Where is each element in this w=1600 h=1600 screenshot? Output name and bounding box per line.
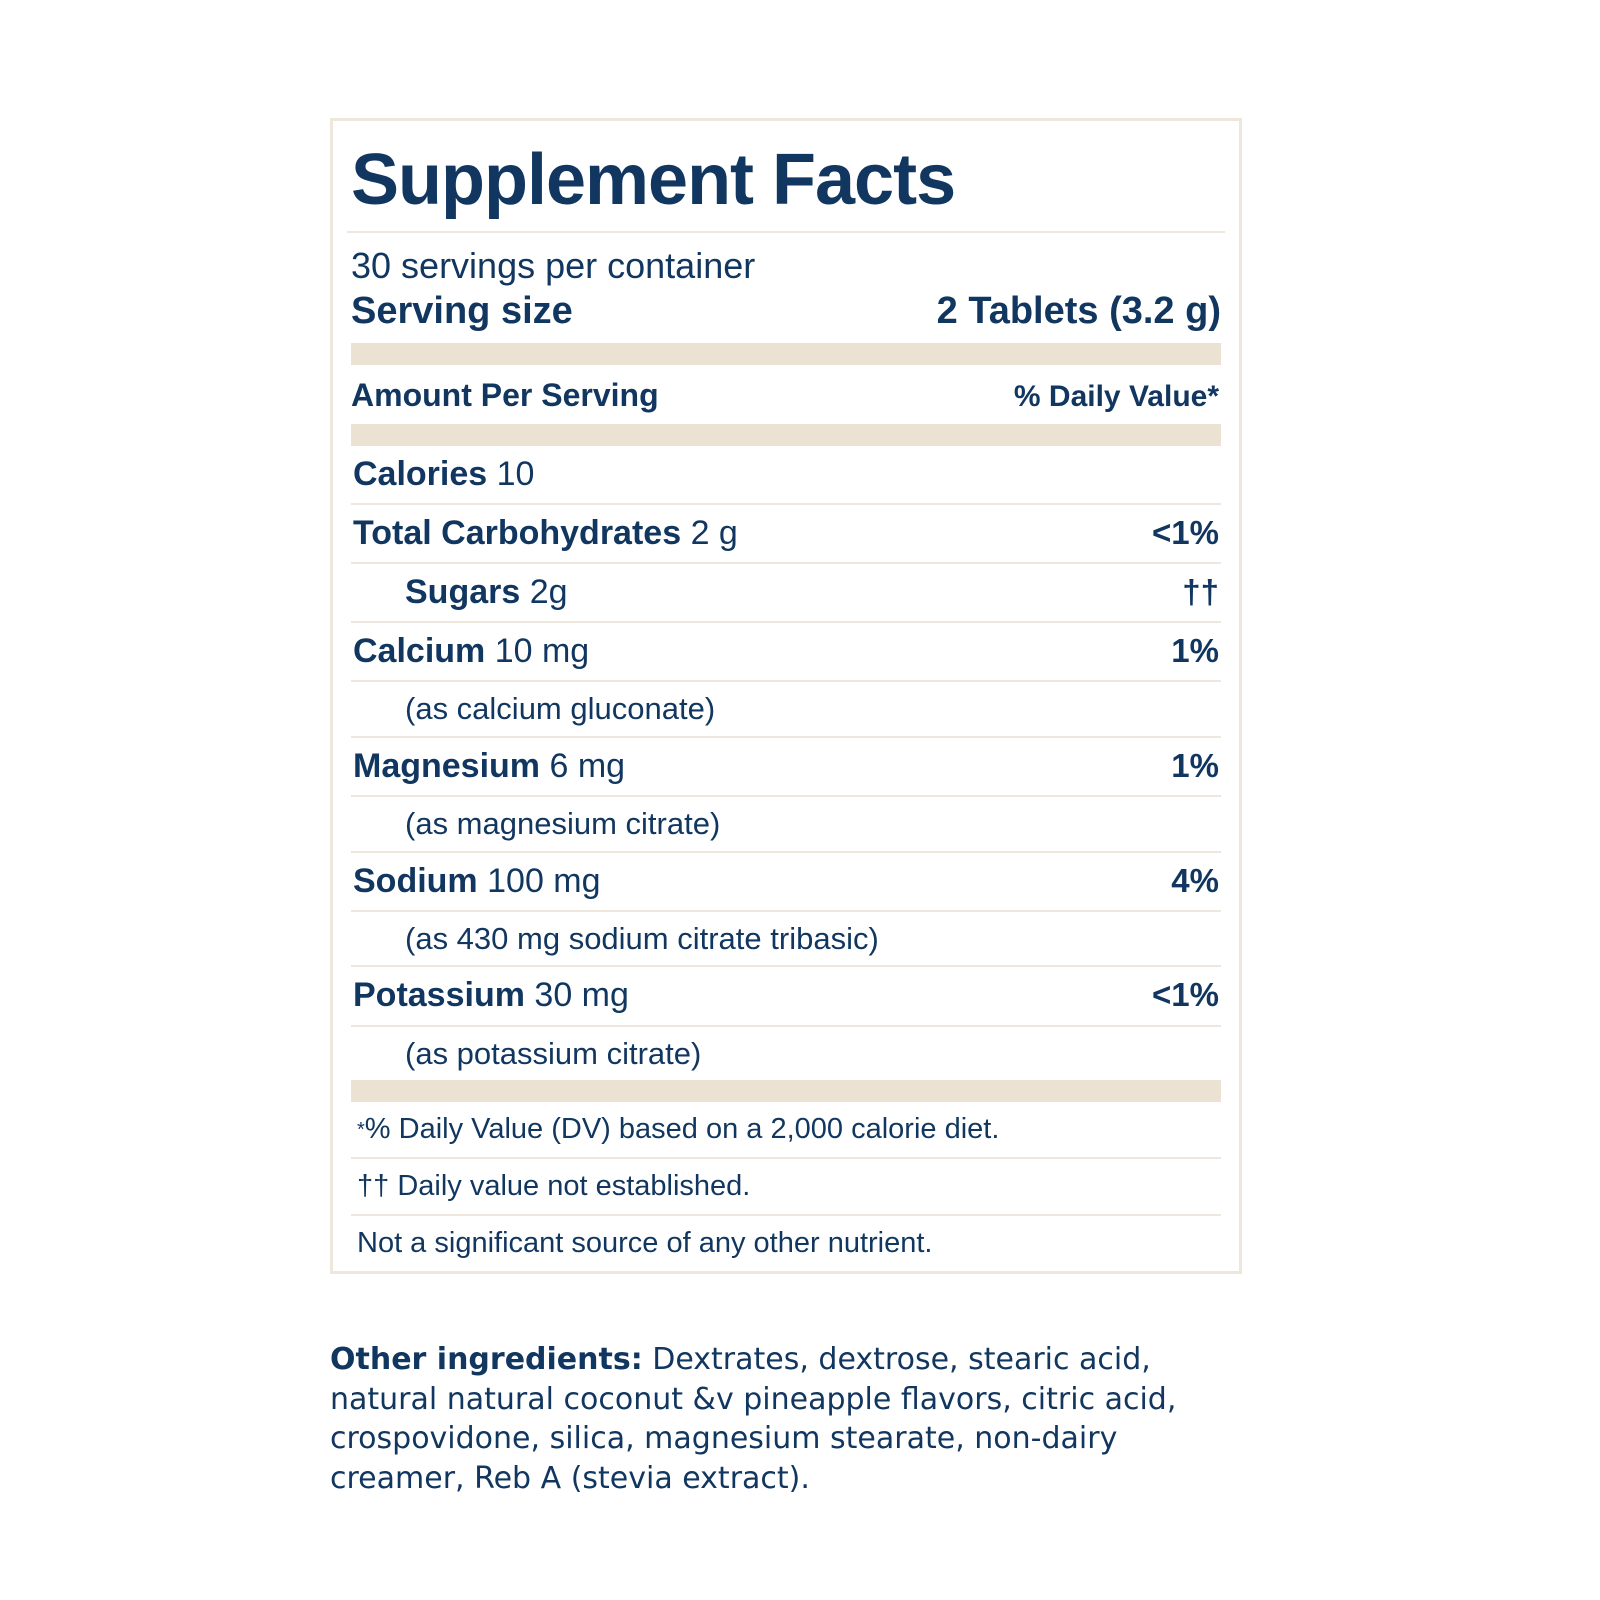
nutrient-amount: 100 mg xyxy=(487,861,601,900)
panel-title: Supplement Facts xyxy=(347,121,1225,233)
table-row xyxy=(351,853,1221,912)
nutrient-name: Sugars xyxy=(405,573,521,612)
table-row xyxy=(351,797,1221,853)
footnote-daily-value xyxy=(351,1102,1221,1159)
nutrient-source: (as potassium citrate) xyxy=(405,1035,702,1071)
table-row xyxy=(351,967,1221,1026)
nutrient-label xyxy=(353,747,625,786)
nutrient-name: Potassium xyxy=(353,976,525,1015)
nutrient-amount: 10 xyxy=(496,454,535,493)
footnote-text: % Daily Value (DV) based on a 2,000 calorie diet. xyxy=(364,1113,1000,1146)
other-ingredients-label: Other ingredients: xyxy=(330,1342,643,1377)
servings-per-container: 30 servings per container xyxy=(351,244,756,286)
nutrient-label xyxy=(353,455,534,494)
nutrient-source: (as 430 mg sodium citrate tribasic) xyxy=(405,920,879,956)
panel-inner xyxy=(333,121,1239,1271)
nutrient-dv: †† xyxy=(1182,573,1219,611)
nutrient-amount: 10 mg xyxy=(494,632,590,671)
serving-size-row xyxy=(347,286,1225,343)
other-ingredients-text: Dextrates, dextrose, stearic acid, natural natural coconut &v pineapple flavors, citric acid, crospovidone, silica, magnesium stearate, non-dairy creamer, Reb A (stevia extract). xyxy=(330,1342,1177,1496)
footnotes xyxy=(351,1102,1221,1270)
nutrient-dv: <1% xyxy=(1152,976,1219,1014)
footnote-not-significant: Not a significant source of any other nutrient. xyxy=(357,1226,933,1259)
nutrient-amount: 30 mg xyxy=(534,976,629,1015)
nutrient-name: Calories xyxy=(353,454,488,493)
table-row xyxy=(351,682,1221,738)
serving-size-label: Serving size xyxy=(351,289,573,332)
table-row xyxy=(351,505,1221,564)
table-row xyxy=(351,623,1221,682)
amount-per-serving-header-row xyxy=(347,365,1225,424)
header-divider-bar-top xyxy=(351,343,1221,365)
nutrient-amount: 2g xyxy=(529,573,568,612)
serving-size-value: 2 Tablets (3.2 g) xyxy=(936,289,1221,332)
nutrient-name: Sodium xyxy=(353,861,478,900)
table-row xyxy=(351,1027,1221,1081)
nutrient-source: (as calcium gluconate) xyxy=(405,691,716,727)
table-row xyxy=(351,446,1221,505)
nutrient-source: (as magnesium citrate) xyxy=(405,806,721,842)
table-row xyxy=(351,738,1221,797)
nutrient-label xyxy=(353,632,589,671)
daily-value-header: % Daily Value* xyxy=(1013,379,1219,413)
supplement-facts-panel xyxy=(330,118,1242,1274)
nutrient-name: Total Carbohydrates xyxy=(353,514,682,553)
footnote-not-established: †† Daily value not established. xyxy=(351,1159,1221,1216)
nutrient-label xyxy=(353,573,568,612)
table-row xyxy=(351,912,1221,968)
nutrient-amount: 2 g xyxy=(690,514,738,553)
nutrient-label xyxy=(353,514,738,553)
footnote-divider-bar xyxy=(351,1080,1221,1102)
nutrient-name: Magnesium xyxy=(353,747,541,785)
nutrient-dv: 4% xyxy=(1171,861,1219,899)
amount-per-serving-header: Amount Per Serving xyxy=(351,376,659,413)
asterisk-icon: * xyxy=(357,1119,365,1142)
nutrient-label xyxy=(353,862,601,901)
nutrient-amount: 6 mg xyxy=(549,747,626,785)
nutrient-dv: 1% xyxy=(1171,747,1219,784)
table-row xyxy=(351,564,1221,623)
nutrient-label xyxy=(353,976,629,1015)
nutrient-rows xyxy=(351,446,1221,1080)
other-ingredients xyxy=(330,1340,1230,1498)
nutrient-dv: 1% xyxy=(1171,632,1219,670)
nutrient-dv: <1% xyxy=(1152,514,1219,552)
nutrient-name: Calcium xyxy=(353,632,486,671)
header-divider-bar-bottom xyxy=(351,424,1221,446)
